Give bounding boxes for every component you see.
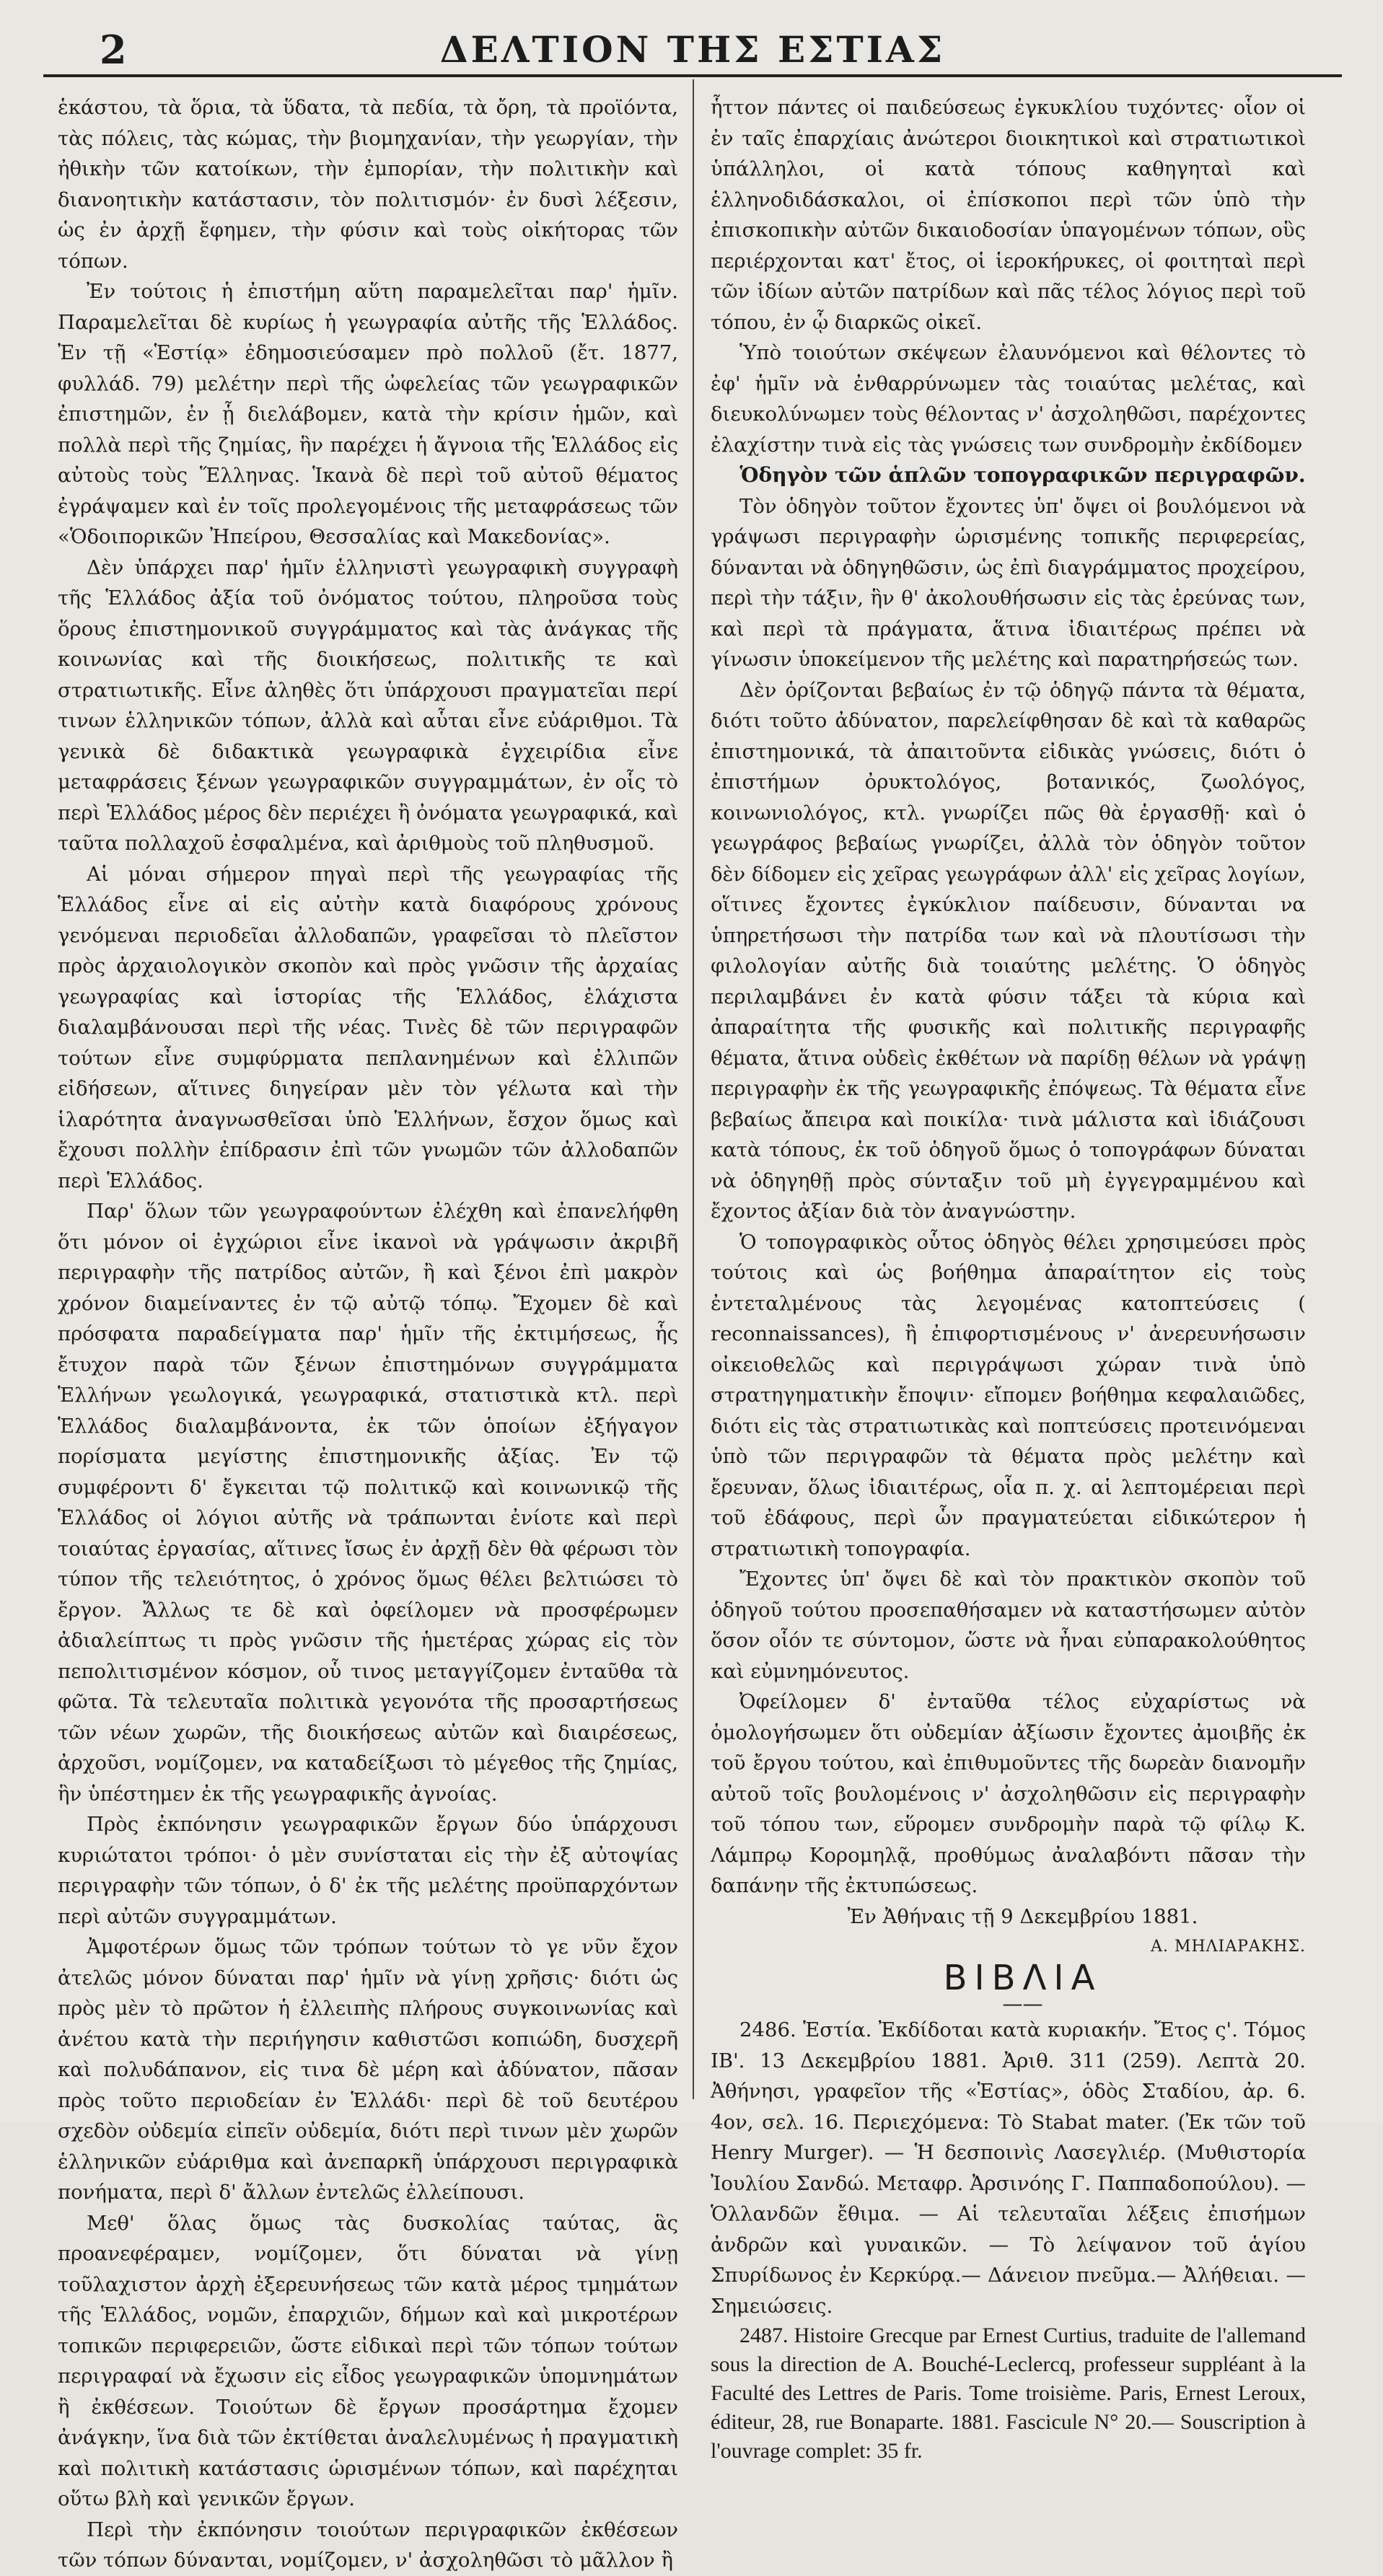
article-paragraph: Ὁ τοπογραφικὸς οὗτος ὁδηγὸς θέλει χρησιμεύσει πρὸς τούτοις καὶ ὡς βοήθημα ἀπαραίτητον εἰς τοὺς ἐντεταλμένους τὰς λεγομένας κατοπτεύσεις ( reconnaissances), ἢ ἐπιφορτισμένους ν' ἀνερευνήσωσιν οἰκειοθελῶς καὶ περιγράψωσι χώραν τινὰ ὑπὸ στρατηγηματικὴν ἔποψιν· εἴπομεν βοήθημα κεφαλαιῶδες, διότι εἰς τὰς στρατιωτικὰς καὶ ποπτεύσεις προτεινόμεναι ὑπὸ τῶν περιγραφῶν τὰ θέματα πρὸς μελέτην καὶ ἔρευναν, ὅλως ἰδιαιτέρως, οἷα π. χ. αἱ λεπτομέρειαι περὶ τοῦ ἐδάφους, περὶ ὧν πραγματεύεται εἰδικώτερον ἡ στρατιωτικὴ τοπογραφία.	[711, 1230, 1306, 1560]
article-paragraph: Περὶ τὴν ἐκπόνησιν τοιούτων περιγραφικῶν ἐκθέσεων τῶν τόπων δύνανται, νομίζομεν, ν' ἀσχοληθῶσι τὸ μᾶλλον ἢ	[58, 2518, 678, 2572]
article-paragraph: Τὸν ὁδηγὸν τοῦτον ἔχοντες ὑπ' ὄψει οἱ βουλόμενοι νὰ γράψωσι περιγραφὴν ὡρισμένης τοπικῆς περιφερείας, δύνανται νὰ ὁδηγηθῶσιν, ὡς ἐπὶ διαγράμματος προχείρου, περὶ τὴν τάξιν, ἣν θ' ἀκολουθήσωσιν εἰς τὰς ἐρεύνας των, καὶ περὶ τὰ πράγματα, ἅτινα ἰδιαιτέρως πρέπει νὰ γίνωσιν ὑποκείμενον τῆς μελέτης καὶ παρατηρήσεώς των.	[711, 494, 1306, 671]
column-separator	[693, 79, 694, 2099]
header-rule	[43, 74, 1342, 77]
section-title-books: ΒΙΒΛΙΑ	[943, 1957, 1102, 1998]
article-paragraph: Ἐν τούτοις ἡ ἐπιστήμη αὕτη παραμελεῖται παρ' ἡμῖν. Παραμελεῖται δὲ κυρίως ἡ γεωγραφία αὐτῆς τῆς Ἑλλάδος. Ἐν τῇ «Ἑστίᾳ» ἐδημοσιεύσαμεν πρὸ πολλοῦ (ἔτ. 1877, φυλλάδ. 79) μελέτην περὶ τῆς ὠφελείας τῶν γεωγραφικῶν ἐπιστημῶν, ἐν ᾗ διελάβομεν, κατὰ τὴν κρίσιν ἡμῶν, καὶ πολλὰ περὶ τῆς ζημίας, ἣν παρέχει ἡ ἄγνοια τῆς Ἑλλάδος εἰς αὐτοὺς τοὺς Ἕλληνας. Ἱκανὰ δὲ περὶ τοῦ αὐτοῦ θέματος ἐγράψαμεν καὶ ἐν τοῖς προλεγομένοις τῆς μεταφράσεως τῶν «Ὁδοιπορικῶν Ἠπείρου, Θεσσαλίας καὶ Μακεδονίας».	[58, 280, 678, 548]
article-paragraph: Παρ' ὅλων τῶν γεωγραφούντων ἐλέχθη καὶ ἐπανελήφθη ὅτι μόνον οἱ ἐγχώριοι εἶνε ἱκανοὶ νὰ γράψωσιν ἀκριβῆ περιγραφὴν τῆς πατρίδος αὐτῶν, ἢ καὶ ξένοι ἐπὶ μακρὸν χρόνον διαμείναντες ἐν τῷ αὐτῷ τόπῳ. Ἔχομεν δὲ καὶ πρόσφατα παραδείγματα παρ' ἡμῖν τῆς ἐκτιμήσεως, ἧς ἔτυχον παρὰ τῶν ξένων ἐπιστημόνων συγγράμματα Ἑλλήνων γεωλογικά, γεωγραφικά, στατιστικὰ κτλ. περὶ Ἑλλάδος διαλαμβάνοντα, ἐκ τῶν ὁποίων ἐξήγαγον πορίσματα μεγίστης ἐπιστημονικῆς ἀξίας. Ἐν τῷ συμφέροντι δ' ἔγκειται τῷ πολιτικῷ καὶ κοινωνικῷ τῆς Ἑλλάδος οἱ λόγιοι αὐτῆς νὰ τράπωνται ἐνίοτε καὶ περὶ τοιαύτας ἐργασίας, αἵτινες ἴσως ἐν ἀρχῇ δὲν θὰ φέρωσι τὸν τύπον τῆς τελειότητος, ὁ χρόνος ὅμως θέλει βελτιώσει τὸ ἔργον. Ἄλλως τε δὲ καὶ ὀφείλομεν νὰ προσφέρωμεν ἀδιαλείπτως τι πρὸς γνῶσιν τῆς ἡμετέρας χώρας εἰς τὸν πεπολιτισμένον κόσμον, οὗ τινος μεταγγίζομεν ἐνταῦθα τὰ φῶτα. Τὰ τελευταῖα πολιτικὰ γεγονότα τῆς προσαρτήσεως τῶν νέων χωρῶν, τῆς διοικήσεως αὐτῶν καὶ διαιρέσεως, ἀρχοῦσι, νομίζομεν, να καταδείξωσι τὸ μέγεθος τῆς ζημίας, ἣν ὑπέστημεν ἐκ τῆς γεωγραφικῆς ἀγνοίας.	[58, 1200, 678, 1806]
article-paragraph: Ἀμφοτέρων ὅμως τῶν τρόπων τούτων τὸ γε νῦν ἔχον ἀτελῶς μόνον δύναται παρ' ἡμῖν νὰ γίνῃ χρῆσις· διότι ὡς πρὸς μὲν τὸ πρῶτον ἡ ἐλλειπὴς πλήρους συγκοινωνίας καὶ ἀνέτου κατὰ τὴν περιήγησιν καθιστῶσι κοπιώδη, δυσχερῆ καὶ πολυδάπανον, εἰς τινα δὲ μέρη καὶ ἀδύνατον, πᾶσαν πρὸς τοῦτο περιοδείαν ἐν Ἑλλάδι· περὶ δὲ τοῦ δευτέρου σχεδὸν οὐδεμία εἰπεῖν οὐδεμία, διότι περὶ τινων μὲν χωρῶν ἑλληνικῶν εὐάριθμα καὶ ἀνεπαρκῆ ὑπάρχουσι περιγραφικὰ πονήματα, περὶ δ' ἄλλων ἐντελῶς ἐλλείπουσι.	[58, 1935, 678, 2204]
article-paragraph: Πρὸς ἐκπόνησιν γεωγραφικῶν ἔργων δύο ὑπάρχουσι κυριώτατοι τρόποι· ὁ μὲν συνίσταται εἰς τὴν ἐξ αὐτοψίας περιγραφὴν τῶν τόπων, ὁ δ' ἐκ τῆς μελέτης προϋπαρχόντων περὶ αὐτῶν συγγραμμάτων.	[58, 1813, 678, 1928]
dateline: Ἐν Ἀθήναις τῇ 9 Δεκεμβρίου 1881.	[847, 1904, 1198, 1928]
article-paragraph: ἧττον πάντες οἱ παιδεύσεως ἐγκυκλίου τυχόντες· οἷον οἱ ἐν ταῖς ἐπαρχίαις ἀνώτεροι διοικητικοὶ καὶ στρατιωτικοὶ ὑπάλληλοι, οἱ κατὰ τόπους καθηγηταὶ καὶ ἑλληνοδιδάσκαλοι, οἱ ἐπίσκοποι περὶ τῶν ὑπὸ τὴν ἐπισκοπικὴν αὐτῶν δικαιοδοσίαν ὑπαγομένων τόπων, οὓς περιέρχονται κατ' ἔτος, οἱ ἱεροκήρυκες, οἱ φοιτηταὶ περὶ τῶν ἰδίων αὐτῶν πατρίδων καὶ πᾶς τέλος λόγιος περὶ τοῦ τόπου, ἐν ᾧ διαρκῶς οἰκεῖ.	[711, 96, 1306, 334]
page-header	[43, 27, 1342, 72]
masthead-title: ΔΕΛΤΙΟΝ ΤΗΣ ΕΣΤΙΑΣ	[439, 28, 946, 71]
article-paragraph: Αἱ μόναι σήμερον πηγαὶ περὶ τῆς γεωγραφίας τῆς Ἑλλάδος εἶνε αἱ εἰς αὐτὴν κατὰ διαφόρους χρόνους γενόμεναι περιοδεῖαι ἀλλοδαπῶν, γραφεῖσαι τὸ πλεῖστον πρὸς ἀρχαιολογικὸν σκοπὸν καὶ πρὸς γνῶσιν τῆς ἀρχαίας γεωγραφίας καὶ ἱστορίας τῆς Ἑλλάδος, ἐλάχιστα διαλαμβάνουσαι περὶ τῆς νέας. Τινὲς δὲ τῶν περιγραφῶν τούτων εἶνε συμφύρματα πεπλανημένων καὶ ἐλλιπῶν εἰδήσεων, αἵτινες διηγείραν μὲν τὸν γέλωτα καὶ τὴν ἱλαρότητα ἀναγνωσθεῖσαι ὑπὸ Ἑλλήνων, ἔσχον ὅμως καὶ ἔχουσι πολλὴν ἐπίδρασιν ἐπὶ τῶν γνωμῶν τῶν ἀλλοδαπῶν περὶ Ἑλλάδος.	[58, 862, 678, 1192]
article-paragraph: Ἔχοντες ὑπ' ὄψει δὲ καὶ τὸν πρακτικὸν σκοπὸν τοῦ ὁδηγοῦ τούτου προσεπαθήσαμεν νὰ καταστήσωμεν αὐτὸν ὅσον οἷόν τε σύντομον, ὥστε νὰ ἦναι εὐπαρακολούθητος καὶ εὐμνημόνευτος.	[711, 1568, 1306, 1683]
article-paragraph: Ὑπὸ τοιούτων σκέψεων ἐλαυνόμενοι καὶ θέλοντες τὸ ἐφ' ἡμῖν νὰ ἐνθαρρύνωμεν τὰς τοιαύτας μελέτας, καὶ διευκολύνωμεν τοὺς θέλοντας ν' ἀσχοληθῶσι, παρέχοντες ἐλαχίστην τινὰ εἰς τὰς γνώσεις των συνδρομὴν ἐκδίδομεν	[711, 341, 1306, 457]
author-signature: Α. ΜΗΛΙΑΡΑΚΗΣ.	[1151, 1938, 1306, 1956]
left-column	[58, 92, 678, 2576]
article-paragraph: Δὲν ὑπάρχει παρ' ἡμῖν ἑλληνιστὶ γεωγραφικὴ συγγραφὴ τῆς Ἑλλάδος ἀξία τοῦ ὀνόματος τούτου, πληροῦσα τοὺς ὅρους ἐπιστημονικοῦ συγγράμματος καὶ τὰς ἀνάγκας τῆς κοινωνίας καὶ τῆς διοικήσεως, πολιτικῆς τε καὶ στρατιωτικῆς. Εἶνε ἀληθὲς ὅτι ὑπάρχουσι πραγματεῖαι περί τινων ἑλληνικῶν τόπων, ἀλλὰ καὶ αὗται εἶνε εὐάριθμοι. Τὰ γενικὰ δὲ διδακτικὰ γεωγραφικὰ ἐγχειρίδια εἶνε μεταφράσεις ξένων γεωγραφικῶν συγγραμμάτων, ἐν οἷς τὸ περὶ Ἑλλάδος μέρος δὲν περιέχει ἢ ὀνόματα γεωγραφικά, καὶ ταῦτα πολλαχοῦ ἐσφαλμένα, καὶ ἀριθμοὺς τοῦ πληθυσμοῦ.	[58, 555, 678, 855]
book-entry-2487: 2487. Histoire Grecque par Ernest Curtius, traduite de l'allemand sous la direction de A. Bouché-Leclercq, professeur suppléant à la Faculté des Lettres de Paris. Tome troisième. Paris, Ernest Leroux, éditeur, 28, rue Bonaparte. 1881. Fascicule N° 20.— Souscription à l'ouvrage complet: 35 fr.	[711, 2324, 1306, 2463]
article-paragraph: Ὀφείλομεν δ' ἐνταῦθα τέλος εὐχαρίστως νὰ ὁμολογήσωμεν ὅτι οὐδεμίαν ἀξίωσιν ἔχοντες ἀμοιβῆς ἐκ τοῦ ἔργου τούτου, καὶ ἐπιθυμοῦντες τῆς δωρεὰν διανομῆν αὐτοῦ τοῖς βουλομένοις ν' ἀσχοληθῶσιν εἰς περιγραφὴν τοῦ τόπου των, εὕρομεν συνδρομὴν παρὰ τῷ φίλῳ Κ. Λάμπρῳ Κορομηλᾷ, προθύμως ἀναλαβόντι πᾶσαν τὴν δαπάνην τῆς ἐκτυπώσεως.	[711, 1690, 1306, 1897]
section-dash: ——	[1002, 1992, 1043, 2015]
article-paragraph: Δὲν ὁρίζονται βεβαίως ἐν τῷ ὁδηγῷ πάντα τὰ θέματα, διότι τοῦτο ἀδύνατον, παρελείφθησαν δὲ καὶ τὰ καθαρῶς ἐπιστημονικά, τὰ ἀπαιτοῦντα εἰδικὰς γνώσεις, διότι ὁ ἐπιστήμων ὀρυκτολόγος, βοτανικός, ζωολόγος, κοινωνιολόγος, κτλ. γνωρίζει πῶς θὰ ἐργασθῇ· καὶ ὁ γεωγράφος βεβαίως γνωρίζει, ἀλλὰ τὸν ὁδηγὸν τοῦτον δὲν δίδομεν εἰς χεῖρας γεωγράφων ἀλλ' εἰς χεῖρας λογίων, οἵτινες ἔχοντες ἐγκύκλιον παίδευσιν, δύνανται να ὑπηρετήσωσι τὴν πατρίδα των καὶ νὰ πλουτίσωσι τὴν φιλολογίαν αὐτῆς διὰ τοιαύτης μελέτης. Ὁ ὁδηγὸς περιλαμβάνει ἐν κατὰ φύσιν τάξει τὰ κύρια καὶ ἀπαραίτητα τῆς φυσικῆς καὶ πολιτικῆς περιγραφῆς θέματα, ἅτινα οὐδεὶς ἐκθέτων νὰ παρίδῃ θέλων νὰ γράψῃ περιγραφὴν ἐκ τῆς γεωγραφικῆς ἐπόψεως. Τὰ θέματα εἶνε βεβαίως ἄπειρα καὶ ποικίλα· τινὰ μάλιστα καὶ ἰδιάζουσι κατὰ τόπους, ἐκ τοῦ ὁδηγοῦ ὅμως ὁ τοπογράφων δύναται νὰ ὁδηγηθῇ πρὸς σύνταξιν τοῦ μὴ ἐγγεγραμμένου καὶ ἔχοντος ἀξίαν διὰ τὸν ἀναγνώστην.	[711, 678, 1306, 1223]
guide-subheading: Ὁδηγὸν τῶν ἁπλῶν τοπογραφικῶν περιγραφῶν.	[739, 463, 1306, 487]
right-column	[711, 92, 1306, 2466]
book-entry-2486: 2486. Ἑστία. Ἐκδίδοται κατὰ κυριακήν. Ἔτος ς'. Τόμος ΙΒ'. 13 Δεκεμβρίου 1881. Ἀριθ. 311 (259). Λεπτὰ 20. Ἀθήνησι, γραφεῖον τῆς «Ἑστίας», ὁδὸς Σταδίου, ἀρ. 6. 4ον, σελ. 16. Περιεχόμενα: Τὸ Stabat mater. (Ἐκ τῶν τοῦ Henry Murger). — Ἡ δεσποινὶς Λασεγλιέρ. (Μυθιστορία Ἰουλίου Σανδώ. Μεταφρ. Ἀρσινόης Γ. Παππαδοπούλου). — Ὁλλανδῶν ἔθιμα. — Αἱ τελευταῖαι λέξεις ἐπισήμων ἀνδρῶν καὶ γυναικῶν. — Τὸ λείψανον τοῦ ἁγίου Σπυρίδωνος ἐν Κερκύρᾳ.— Δάνειον πνεῦμα.— Ἀλήθειαι. — Σημειώσεις.	[711, 2018, 1306, 2318]
article-paragraph: Μεθ' ὅλας ὅμως τὰς δυσκολίας ταύτας, ἃς προανεφέραμεν, νομίζομεν, ὅτι δύναται νὰ γίνῃ τοῦλαχιστον ἀρχὴ ἐξερευνήσεως τῶν κατὰ μέρος τμημάτων τῆς Ἑλλάδος, νομῶν, ἐπαρχιῶν, δήμων καὶ καὶ μικροτέρων τοπικῶν περιφερειῶν, ὥστε εἰδικαὶ περὶ τῶν τόπων τούτων περιγραφαί νὰ ἔχωσιν εἰς εἶδος γεωγραφικῶν ὑπομνημάτων ἢ ἐκθέσεων. Τοιούτων δὲ ἔργων προσάρτημα ἔχομεν ἀνάγκην, ἵνα διὰ τῶν ἐκτίθεται ἀναλελυμένως ἡ πραγματικὴ καὶ πολιτικὴ κατάστασις ὡρισμένων τόπων, καὶ παρέχηται οὕτω βλὴ καὶ γενικῶν ἔργων.	[58, 2211, 678, 2510]
article-paragraph: ἑκάστου, τὰ ὅρια, τὰ ὕδατα, τὰ πεδία, τὰ ὄρη, τὰ προϊόντα, τὰς πόλεις, τὰς κώμας, τὴν βιομηχανίαν, τὴν γεωργίαν, τὴν ἠθικὴν τῶν κατοίκων, τὴν ἐμπορίαν, τὴν πολιτικὴν καὶ διανοητικὴν κατάστασιν, τὸν πολιτισμόν· ἐν δυσὶ λέξεσιν, ὡς ἐν ἀρχῇ ἔφημεν, τὴν φύσιν καὶ τοὺς οἰκήτορας τῶν τόπων.	[58, 96, 678, 273]
page-number: 2	[100, 27, 127, 73]
